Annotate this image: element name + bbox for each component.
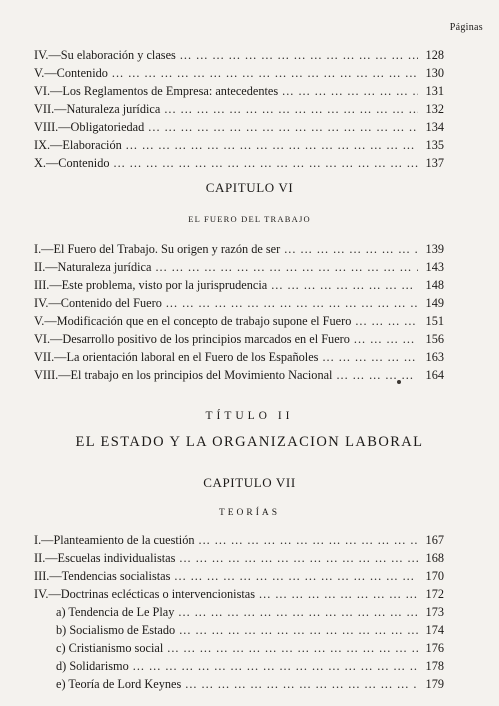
toc-entry [34, 585, 444, 603]
toc-entry-page: 131 [425, 84, 444, 98]
leader-dots [322, 348, 418, 366]
toc-entry [34, 240, 444, 258]
toc-entry-page: 168 [425, 551, 444, 565]
leader-dots [112, 64, 418, 82]
toc-entry [34, 348, 444, 366]
toc-entry-title: II.—Naturaleza jurídica [34, 260, 152, 274]
toc-entry-page: 156 [425, 332, 444, 346]
leader-dots [164, 100, 418, 118]
toc-entry-title: I.—El Fuero del Trabajo. Su origen y razón de ser [34, 242, 281, 256]
toc-list-chapter-7 [34, 531, 444, 693]
part-heading: EL ESTADO Y LA ORGANIZACION LABORAL [75, 434, 424, 450]
toc-entry-page: 132 [425, 102, 444, 116]
leader-dots [174, 567, 418, 585]
toc-entry [34, 64, 444, 82]
toc-entry [34, 531, 444, 549]
toc-entry-page: 163 [425, 350, 444, 364]
toc-entry-title: X.—Contenido [34, 156, 110, 170]
toc-entry [34, 46, 444, 64]
toc-entry-title: I.—Planteamiento de la cuestión [34, 533, 195, 547]
toc-entry-page: 148 [425, 278, 444, 292]
leader-dots [199, 531, 419, 549]
leader-dots [178, 603, 418, 621]
leader-dots [167, 639, 418, 657]
toc-entry-title: VI.—Los Reglamentos de Empresa: antecedentes [34, 84, 279, 98]
toc-entry-title: V.—Contenido [34, 66, 108, 80]
toc-entry-title: b) Socialismo de Estado [56, 623, 176, 637]
toc-entry-page: 135 [425, 138, 444, 152]
toc-entry [34, 136, 444, 154]
toc-entry-title: IV.—Su elaboración y clases [34, 48, 176, 62]
leader-dots [354, 330, 418, 348]
page-column-header: Páginas [449, 22, 483, 33]
toc-entry [34, 330, 444, 348]
toc-subentry [34, 603, 444, 621]
toc-entry [34, 100, 444, 118]
leader-dots [133, 657, 418, 675]
toc-entry-page: 164 [425, 368, 444, 382]
toc-entry-page: 176 [425, 641, 444, 655]
toc-entry-title: VI.—Desarrollo positivo de los principios marcados en el Fuero [34, 332, 350, 346]
toc-entry [34, 154, 444, 172]
toc-subentry [34, 639, 444, 657]
toc-entry-title: e) Teoría de Lord Keynes [56, 677, 182, 691]
leader-dots [155, 258, 418, 276]
toc-entry-page: 151 [425, 314, 444, 328]
toc-entry [34, 312, 444, 330]
toc-entry-page: 173 [425, 605, 444, 619]
toc-entry-title: IX.—Elaboración [34, 138, 122, 152]
leader-dots [259, 585, 418, 603]
leader-dots [336, 366, 418, 384]
leader-dots [282, 82, 418, 100]
toc-entry [34, 258, 444, 276]
printed-ornament-dot [397, 380, 401, 384]
toc-entry-page: 134 [425, 120, 444, 134]
toc-entry-title: c) Cristianismo social [56, 641, 164, 655]
toc-entry-title: VII.—Naturaleza jurídica [34, 102, 161, 116]
toc-list-chapter-6 [34, 240, 444, 384]
toc-entry-page: 143 [425, 260, 444, 274]
leader-dots [271, 276, 418, 294]
toc-entry [34, 276, 444, 294]
toc-entry-title: IV.—Contenido del Fuero [34, 296, 162, 310]
part-label: TÍTULO II [205, 410, 294, 422]
toc-entry-title: III.—Tendencias socialistas [34, 569, 171, 583]
toc-entry-page: 137 [425, 156, 444, 170]
toc-entry-page: 149 [425, 296, 444, 310]
toc-subentry [34, 675, 444, 693]
toc-entry-page: 130 [425, 66, 444, 80]
toc-entry-page: 179 [425, 677, 444, 691]
toc-entry-page: 128 [425, 48, 444, 62]
toc-subentry [34, 657, 444, 675]
toc-entry-title: III.—Este problema, visto por la jurisprudencia [34, 278, 268, 292]
toc-entry [34, 567, 444, 585]
leader-dots [179, 549, 418, 567]
toc-entry-page: 172 [425, 587, 444, 601]
toc-entry-title: d) Solidarismo [56, 659, 129, 673]
chapter-subtitle: EL FUERO DEL TRABAJO [188, 214, 311, 224]
toc-entry-title: VII.—La orientación laboral en el Fuero de los Españoles [34, 350, 319, 364]
leader-dots [148, 118, 418, 136]
toc-entry [34, 366, 444, 384]
leader-dots [179, 621, 418, 639]
toc-subentry [34, 621, 444, 639]
leader-dots [185, 675, 418, 693]
leader-dots [355, 312, 418, 330]
toc-entry-page: 170 [425, 569, 444, 583]
chapter-subtitle: TEORÍAS [218, 508, 281, 518]
toc-entry-page: 167 [425, 533, 444, 547]
toc-entry [34, 118, 444, 136]
toc-entry-title: VIII.—Obligatoriedad [34, 120, 145, 134]
toc-entry-page: 174 [425, 623, 444, 637]
toc-entry-title: VIII.—El trabajo en los principios del Movimiento Nacional [34, 368, 333, 382]
leader-dots [284, 240, 418, 258]
toc-entry [34, 294, 444, 312]
toc-entry-page: 178 [425, 659, 444, 673]
toc-entry-page: 139 [425, 242, 444, 256]
leader-dots [126, 136, 418, 154]
toc-entry-title: V.—Modificación que en el concepto de trabajo supone el Fuero [34, 314, 352, 328]
toc-entry-title: a) Tendencia de Le Play [56, 605, 175, 619]
toc-entry-title: II.—Escuelas individualistas [34, 551, 176, 565]
leader-dots [180, 46, 418, 64]
toc-entry [34, 82, 444, 100]
toc-entry [34, 549, 444, 567]
toc-entry-title: IV.—Doctrinas eclécticas o intervencionistas [34, 587, 256, 601]
leader-dots [114, 154, 419, 172]
chapter-heading: CAPITULO VI [205, 180, 294, 195]
chapter-heading: CAPITULO VII [203, 475, 296, 490]
toc-list-continued [34, 46, 444, 172]
leader-dots [166, 294, 418, 312]
